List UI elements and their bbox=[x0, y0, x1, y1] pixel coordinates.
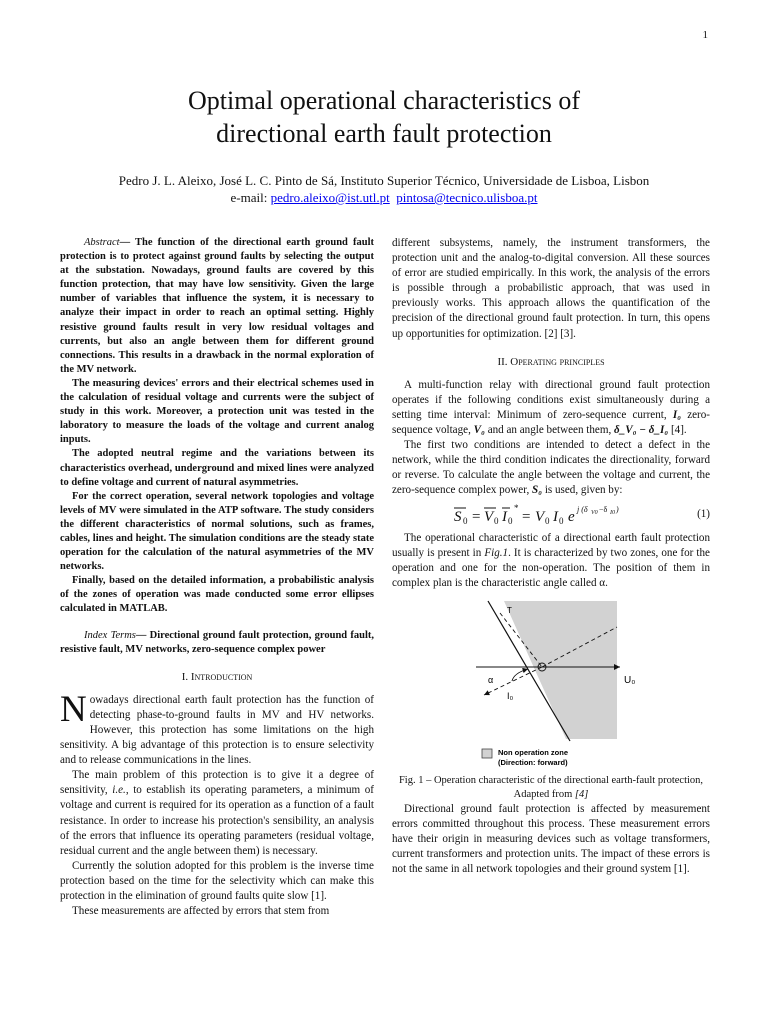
math-s0: S₀ bbox=[532, 484, 543, 497]
non-operation-zone bbox=[504, 601, 617, 739]
equation-1 bbox=[392, 503, 710, 527]
index-terms-label: Index Terms bbox=[84, 629, 136, 641]
svg-text:I: I bbox=[553, 508, 558, 525]
legend-line-1: Non operation zone bbox=[498, 747, 568, 757]
email-link-2[interactable]: pintosa@tecnico.ulisboa.pt bbox=[396, 190, 538, 205]
intro-paragraph-1 bbox=[60, 688, 374, 768]
abstract-paragraph-3: The adopted neutral regime and the variations between its characteristics overhead, underground and mixed lines were analyzed to define voltage and current of natural asymmetries. bbox=[60, 448, 374, 488]
abstract-label: Abstract bbox=[84, 237, 120, 248]
equation-number: (1) bbox=[697, 507, 710, 520]
math-delta: δ_V₀ − δ_I₀ bbox=[614, 424, 669, 437]
author-line: Pedro J. L. Aleixo, José L. C. Pinto de Sá, Instituto Superior Técnico, Universidade de Lisboa, Lisbon bbox=[118, 173, 650, 188]
figure-1 bbox=[392, 599, 710, 774]
legend-line-2: (Direction: forward) bbox=[498, 757, 568, 767]
abstract-paragraph-2: The measuring devices' errors and their electrical schemes used in the calculation of residual voltage and currents were the subject of study in this work. Moreover, a protection unit was tested in the laboratory to measure the loads of the voltage and current analog inputs. bbox=[60, 377, 374, 446]
svg-text:S: S bbox=[454, 508, 462, 525]
svg-text:): ) bbox=[616, 504, 619, 514]
svg-text:=: = bbox=[472, 508, 481, 525]
legend-swatch bbox=[482, 749, 492, 758]
op-text-b: zero-sequence voltage, bbox=[392, 408, 710, 437]
math-v0: V₀ bbox=[473, 424, 485, 437]
fig-ref: Fig.1 bbox=[484, 546, 509, 559]
email-link-1[interactable]: pedro.aleixo@ist.utl.pt bbox=[270, 190, 390, 205]
left-column bbox=[60, 236, 374, 919]
op-text-c: and an angle between them, bbox=[484, 424, 614, 437]
u0-label: U₀ bbox=[624, 674, 636, 686]
email-label: e-mail: bbox=[230, 190, 268, 205]
intro-text-2a: The main problem of this protection is to give it a degree of sensitivity, bbox=[60, 769, 374, 797]
math-i0: I₀ bbox=[672, 408, 682, 421]
svg-text:I0: I0 bbox=[610, 509, 615, 516]
intro-text-1: owadays directional earth fault protection has the function of detecting phase-to-ground faults in MV and HV networks. However, this protection has some limitations on the high sensitivity. A big advantage of this protection is to ensure selectivity and to release communications in the lines. bbox=[60, 693, 374, 767]
section-2-number: II. bbox=[497, 355, 508, 368]
op3-text-a: The operational characteristic of a directional earth fault protection usually is present in bbox=[392, 531, 710, 559]
svg-text:0: 0 bbox=[545, 515, 550, 526]
intro-paragraph-2 bbox=[60, 768, 374, 859]
index-terms-text: Directional ground fault protection, ground fault, resistive fault, MV networks, zero-sequence complex power bbox=[60, 629, 375, 655]
operating-paragraph-2 bbox=[392, 438, 710, 498]
abstract-text-1: The function of the directional earth ground fault protection is to protect against ground faults by selecting the output at the substation. Nowadays, ground faults are covered by this function protection, that may have low sensitivity. Given the large number of variables that influence the system, it is necessary to analyze their impact in order to reach an optimal setting. Highly resistive ground faults result in very low residual voltages and currents, but also an angle between them for different ground connections. This results in a drawback in the normal exploration of the MV network. bbox=[60, 237, 374, 375]
section-heading-operating-principles bbox=[392, 355, 710, 370]
svg-text:*: * bbox=[514, 502, 519, 513]
intro-ie: i.e. bbox=[112, 784, 126, 797]
svg-text:0: 0 bbox=[463, 515, 468, 526]
section-heading-introduction bbox=[60, 670, 374, 685]
svg-text:V: V bbox=[484, 508, 494, 525]
t-label: T bbox=[507, 605, 512, 615]
operation-characteristic-diagram bbox=[392, 599, 710, 769]
caption-ref: [4] bbox=[574, 788, 589, 800]
section-2-title: Operating principles bbox=[510, 355, 605, 368]
abstract-dash: — bbox=[119, 237, 136, 248]
intro-text-2b: , to establish its operating parameters, a minimum of voltage and current is required for its operation as a function of a fault resistance. In order to increase his protection's sensibility, an analysis of the errors that influence its operating parameters (residual voltage, residual current and the angle between them) is necessary. bbox=[60, 784, 374, 857]
figure-caption bbox=[392, 774, 710, 802]
section-1-number: I. bbox=[181, 670, 189, 683]
right-paragraph-1: different subsystems, namely, the instrument transformers, the protection unit and the analog-to-digital conversion. All these sources of error are studied empirically. In this work, the analysis of the errors is possible through a probabilistic approach, that was used in previously works. This approach allows the quantification of the precision of the directional ground fault protection. In turn, this opens up opportunities for optimization. [2] [3]. bbox=[392, 237, 710, 340]
abstract-paragraph-4: For the correct operation, several network topologies and voltage levels of MV were simulated in the ATP software. The study considers the different characteristics of normal solutions, such as frames, cables, lines and height. The simulation conditions are the steady state operation for the calculation of the natural asymmetries of the MV networks. bbox=[60, 490, 374, 573]
operating-paragraph-3 bbox=[392, 531, 710, 591]
svg-text:−δ: −δ bbox=[599, 504, 608, 514]
svg-text:V: V bbox=[535, 508, 545, 525]
intro-paragraph-3: Currently the solution adopted for this problem is the inverse time protection based on the time for the selectivity which can make this protection in the elimination of ground faults quite slow [1]. bbox=[60, 859, 374, 903]
paper-title bbox=[0, 84, 768, 150]
abstract-paragraph-5: Finally, based on the detailed information, a probabilistic analysis of the zones of operation was made conducted some error ellipses calculated in MATLAB. bbox=[60, 575, 374, 615]
section-1-title: Introduction bbox=[190, 670, 253, 683]
caption-text: Fig. 1 – Operation characteristic of the directional earth-fault protection, Adapted from bbox=[398, 774, 704, 800]
index-terms-dash: — bbox=[135, 629, 150, 641]
abstract-paragraph-1 bbox=[60, 236, 374, 377]
right-column bbox=[392, 236, 710, 877]
op2-text-a: The first two conditions are intended to detect a defect in the network, while the third condition indicates the directionality, forward or reverse. To calculate the angle between the voltage and current, the zero-sequence complex power, bbox=[392, 439, 710, 497]
drop-cap: N bbox=[60, 688, 87, 730]
svg-text:j (δ: j (δ bbox=[577, 504, 588, 514]
intro-paragraph-4: These measurements are affected by errors that stem from bbox=[72, 905, 330, 918]
title-line-1: Optimal operational characteristics of bbox=[187, 86, 580, 115]
svg-text:0: 0 bbox=[508, 515, 513, 526]
op2-text-b: is used, given by: bbox=[542, 484, 623, 497]
right-paragraph-final: Directional ground fault protection is affected by measurement errors committed throughout this process. These measurement errors have their origin in measuring devices such as voltage transformers, current transformers and protection units. The impact of these errors is not the same in all network topologies and their ground system [1]. bbox=[392, 802, 710, 876]
operating-paragraph-1 bbox=[392, 378, 710, 438]
op3-text-b: . It is characterized by two zones, one for the operation and one for the non-operation. The position of them in complex plan is the characteristic angle called α. bbox=[392, 546, 710, 589]
index-terms bbox=[60, 629, 374, 657]
alpha-arc bbox=[512, 669, 528, 681]
equation-formula bbox=[452, 503, 642, 527]
op-text-d: [4]. bbox=[668, 424, 687, 437]
svg-text:0: 0 bbox=[494, 515, 499, 526]
svg-text:=: = bbox=[522, 508, 531, 525]
svg-text:V0: V0 bbox=[591, 509, 598, 516]
svg-text:0: 0 bbox=[559, 515, 564, 526]
email-line bbox=[0, 189, 768, 206]
op-text-a: A multi-function relay with directional ground fault protection operates if the following conditions exist simultaneously during a setting time interval: Minimum of zero-sequence current, bbox=[392, 378, 710, 421]
i0-label: I₀ bbox=[507, 690, 514, 701]
svg-text:I: I bbox=[502, 508, 507, 525]
page-number: 1 bbox=[702, 29, 708, 41]
svg-text:e: e bbox=[568, 508, 575, 525]
title-line-2: directional earth fault protection bbox=[216, 119, 552, 148]
alpha-label: α bbox=[488, 674, 494, 685]
author-block bbox=[0, 172, 768, 206]
